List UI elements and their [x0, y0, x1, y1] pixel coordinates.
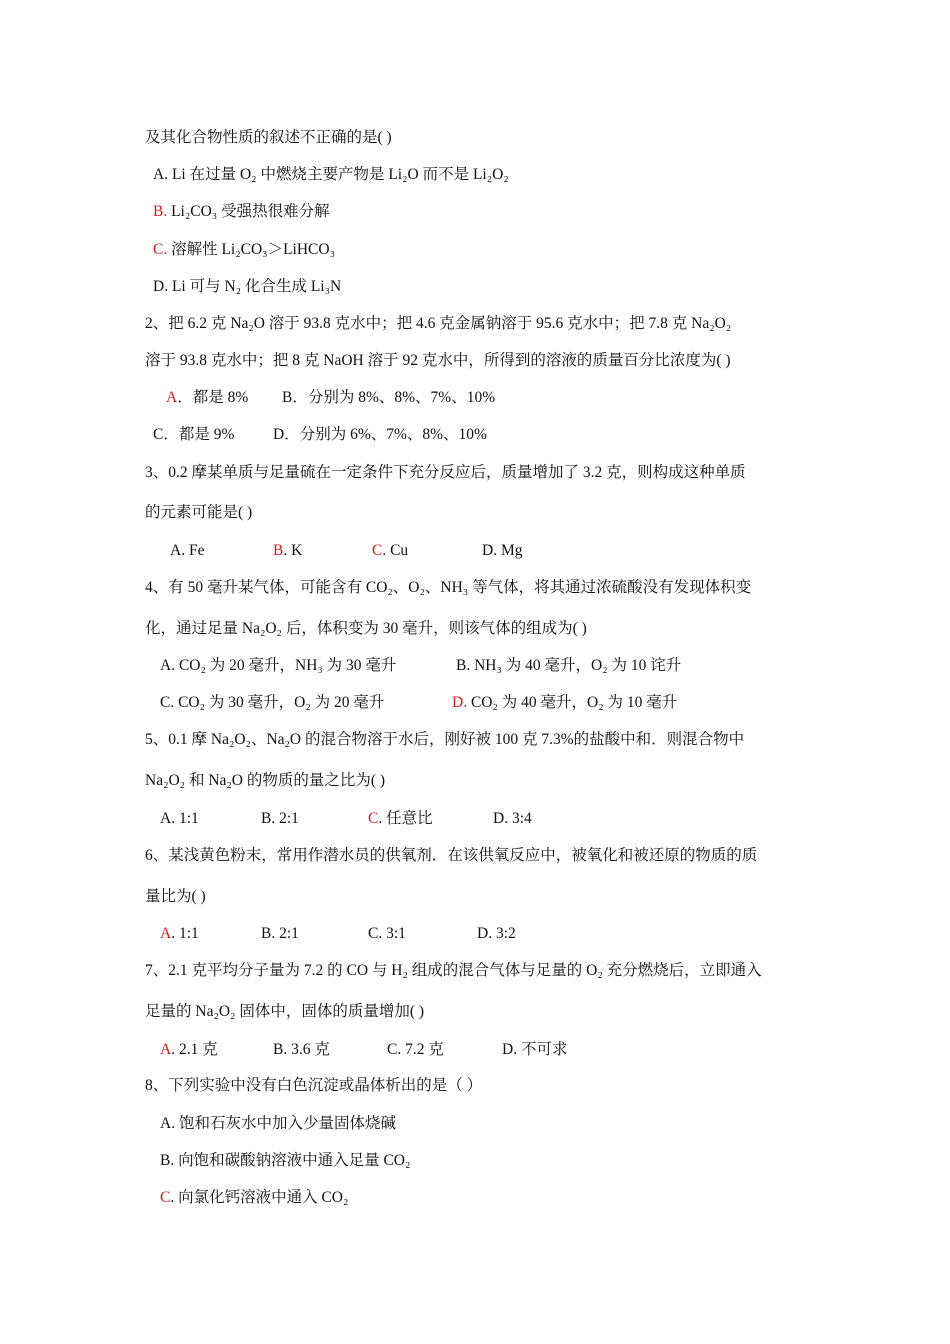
q6-option-b: B. 2:1 [261, 925, 299, 942]
q2-option-a: A．都是 8% [166, 389, 249, 406]
q6-option-c: C. 3:1 [368, 925, 406, 942]
q5-stem-line1: 5、0.1 摩 Na₂O₂、Na₂O 的混合物溶于水后，刚好被 100 克 7.3%的盐酸中和．则混合物中 [145, 731, 745, 748]
q5-option-b: B. 2:1 [261, 810, 299, 827]
q8-option-c: C. 向氯化钙溶液中通入 CO₂ [160, 1189, 349, 1206]
q4-option-d: D. CO₂ 为 40 毫升，O₂ 为 10 毫升 [452, 694, 678, 711]
answer-mark: B [273, 542, 284, 559]
q1-option-b: B. Li₂CO₃ 受强热很难分解 [153, 203, 330, 220]
q4-stem-line1: 4、有 50 毫升某气体，可能含有 CO₂、O₂、NH₃ 等气体，将其通过浓硫酸没有发现体积变 [145, 579, 752, 596]
answer-mark: C [372, 542, 383, 559]
answer-mark: B. [153, 203, 168, 220]
q4-stem-line2: 化，通过足量 Na₂O₂ 后，体积变为 30 毫升，则该气体的组成为( ) [145, 620, 587, 637]
answer-mark: C [160, 1189, 171, 1206]
q6-option-a: A. 1:1 [160, 925, 199, 942]
q2-stem-line2: 溶于 93.8 克水中；把 8 克 NaOH 溶于 92 克水中，所得到的溶液的质量百分比浓度为( ) [145, 352, 731, 369]
q3-option-c: C. Cu [372, 542, 409, 559]
answer-mark: C. [153, 241, 168, 258]
answer-mark: D. [452, 694, 468, 711]
q7-option-b: B. 3.6 克 [273, 1041, 330, 1058]
q3-stem-line1: 3、0.2 摩某单质与足量硫在一定条件下充分反应后，质量增加了 3.2 克，则构成这种单质 [145, 464, 746, 481]
q2-option-d: D．分别为 6%、7%、8%、10% [273, 426, 487, 443]
answer-mark: A [166, 389, 178, 406]
answer-mark: A [160, 1041, 172, 1058]
q7-stem-line1: 7、2.1 克平均分子量为 7.2 的 CO 与 H₂ 组成的混合气体与足量的 O₂ 充分燃烧后，立即通入 [145, 962, 762, 979]
q7-option-a: A. 2.1 克 [160, 1041, 218, 1058]
q8-option-a: A. 饱和石灰水中加入少量固体烧碱 [160, 1115, 396, 1132]
q7-option-c: C. 7.2 克 [387, 1041, 444, 1058]
q3-option-b: B. K [273, 542, 303, 559]
question-1-stem-tail: 及其化合物性质的叙述不正确的是( ) [145, 129, 392, 146]
q2-option-c: C．都是 9% [153, 426, 235, 443]
q1-option-a: A. Li 在过量 O₂ 中燃烧主要产物是 Li₂O 而不是 Li₂O₂ [153, 166, 509, 183]
q5-option-d: D. 3:4 [493, 810, 532, 827]
q5-stem-line2: Na₂O₂ 和 Na₂O 的物质的量之比为( ) [145, 772, 386, 789]
q5-option-a: A. 1:1 [160, 810, 199, 827]
q6-stem-line2: 量比为( ) [145, 888, 206, 905]
q5-option-c: C. 任意比 [368, 810, 433, 827]
q6-option-d: D. 3:2 [477, 925, 516, 942]
q7-stem-line2: 足量的 Na₂O₂ 固体中，固体的质量增加( ) [145, 1003, 425, 1020]
q8-stem: 8、下列实验中没有白色沉淀或晶体析出的是（ ） [145, 1077, 483, 1094]
q4-option-c: C. CO₂ 为 30 毫升，O₂ 为 20 毫升 [160, 694, 385, 711]
q2-stem-line1: 2、把 6.2 克 Na₂O 溶于 93.8 克水中；把 4.6 克金属钠溶于 95.6 克水中；把 7.8 克 Na₂O₂ [145, 315, 732, 332]
answer-mark: A [160, 925, 172, 942]
q2-option-b: B．分别为 8%、8%、7%、10% [282, 389, 496, 406]
q4-option-b: B. NH₃ 为 40 毫升，O₂ 为 10 诧升 [456, 657, 682, 674]
q8-option-b: B. 向饱和碳酸钠溶液中通入足量 CO₂ [160, 1152, 411, 1169]
q3-stem-line2: 的元素可能是( ) [145, 504, 253, 521]
q1-option-d: D. Li 可与 N₂ 化合生成 Li₃N [153, 278, 342, 295]
answer-mark: C [368, 810, 379, 827]
q1-option-c: C. 溶解性 Li₂CO₃＞LiHCO₃ [153, 241, 335, 258]
q3-option-a: A. Fe [170, 542, 205, 559]
q3-option-d: D. Mg [482, 542, 523, 559]
q4-option-a: A. CO₂ 为 20 毫升，NH₃ 为 30 毫升 [160, 657, 397, 674]
q7-option-d: D. 不可求 [502, 1041, 568, 1058]
q6-stem-line1: 6、某浅黄色粉末，常用作潜水员的供氧剂．在该供氧反应中，被氧化和被还原的物质的质 [145, 847, 758, 864]
